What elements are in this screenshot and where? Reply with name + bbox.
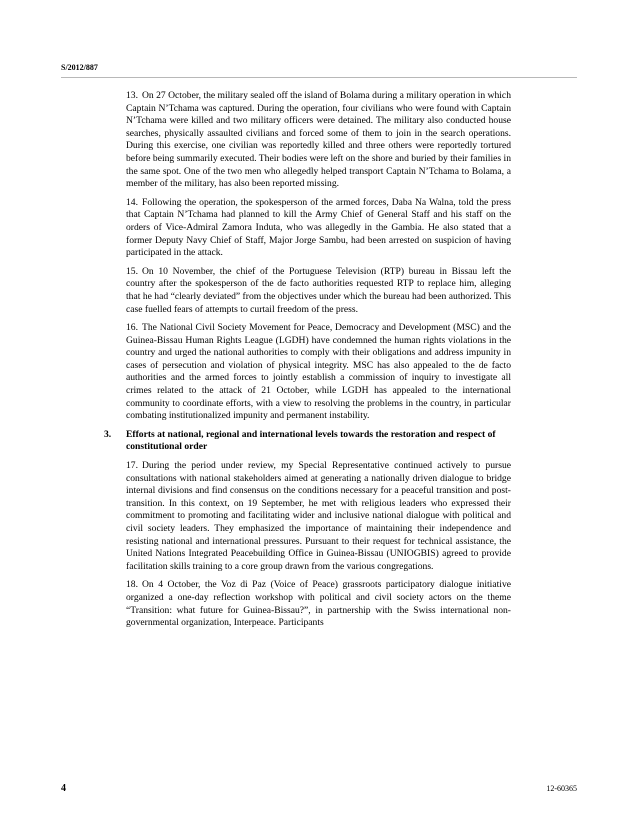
paragraph-number: 13. (126, 90, 138, 101)
paragraph-text: On 4 October, the Voz di Paz (Voice of Peace) grassroots participatory dialogue initiative organized a one-day reflection workshop with political and civil society actors on the theme “Transition: what future for Guinea-Bissau?”, in partnership with the Swiss international non-governmental organization, Interpeace. Participants (126, 579, 511, 629)
paragraph-13 (126, 90, 511, 191)
header-rule (61, 77, 577, 78)
paragraph-number: 15. (126, 265, 138, 277)
paragraph-16 (126, 322, 511, 423)
paragraph-number: 17. (126, 460, 138, 472)
paragraph-text: During the period under review, my Special Representative continued actively to pursue consultations with national stakeholders aimed at generating a nationally driven dialogue to bridge internal divisions and find consensus on the conditions necessary for a peaceful transition and post-transition. In this context, on 19 September, he met with religious leaders who expressed their commitment to promoting and facilitating wider and inclusive national dialogue with political and civil society leaders. They emphasized the importance of maintaining their independence and resisting national and international pressures. Pursuant to their request for technical assistance, the United Nations Integrated Peacebuilding Office in Guinea-Bissau (UNIOGBIS) agreed to provide facilitation skills training to a core group drawn from the various congregations. (126, 460, 511, 572)
page-number: 4 (61, 783, 66, 794)
paragraph-text: The National Civil Society Movement for Peace, Democracy and Development (MSC) and the Guinea-Bissau Human Rights League (LGDH) have condemned the human rights violations in the country and urged the national authorities to comply with their obligations and address impunity in cases of persecution and violation of physical integrity. MSC has also appealed to the de facto authorities and the armed forces to jointly establish a commission of inquiry to investigate all crimes related to the attack of 21 October, while LGDH has appealed to the international community to coordinate efforts, with a view to resolving the problems in the country, in particular combating institutionalized impunity and permanent instability. (126, 322, 511, 422)
paragraph-number: 16. (126, 322, 138, 334)
paragraph-14 (126, 197, 511, 260)
paragraph-text: Following the operation, the spokesperson of the armed forces, Daba Na Walna, told the press that Captain N’Tchama had planned to kill the Army Chief of General Staff and his staff on the orders of Vice-Admiral Zamora Induta, who was allegedly in the Gambia. He also stated that a former Deputy Navy Chief of Staff, Major Jorge Sambu, had been arrested on suspicion of having participated in the attack. (126, 196, 511, 259)
document-symbol: S/2012/887 (61, 63, 98, 72)
document-body (104, 90, 511, 636)
paragraph-18 (126, 579, 511, 629)
section-title: Efforts at national, regional and international levels towards the restoration and respect of constitutional order (126, 428, 496, 453)
section-heading (104, 428, 511, 454)
paragraph-number: 18. (126, 579, 138, 591)
paragraph-15 (126, 266, 511, 316)
document-code: 12-60365 (546, 784, 577, 793)
paragraph-text: On 10 November, the chief of the Portuguese Television (RTP) bureau in Bissau left the country after the spokesperson of the de facto authorities requested RTP to replace him, alleging that he had “clearly deviated” from the objectives under which the bureau had been authorized. This case fuelled fears of attempts to curtail freedom of the press. (126, 265, 511, 315)
paragraph-number: 14. (126, 196, 138, 208)
paragraph-text: On 27 October, the military sealed off the island of Bolama during a military operation in which Captain N’Tchama was captured. During the operation, four civilians who were found with Captain N’Tchama were killed and two military officers were detained. The military also conducted house searches, physically assaulted civilians and forced some of them to join in the search operations. During this exercise, one civilian was reportedly killed and three others were reportedly tortured before being summarily executed. Their bodies were left on the shore and buried by their families in the same spot. One of the two men who allegedly helped transport Captain N’Tchama to Bolama, a member of the military, has also been reported missing. (126, 90, 511, 190)
paragraph-17 (126, 460, 511, 573)
section-number: 3. (104, 428, 112, 440)
